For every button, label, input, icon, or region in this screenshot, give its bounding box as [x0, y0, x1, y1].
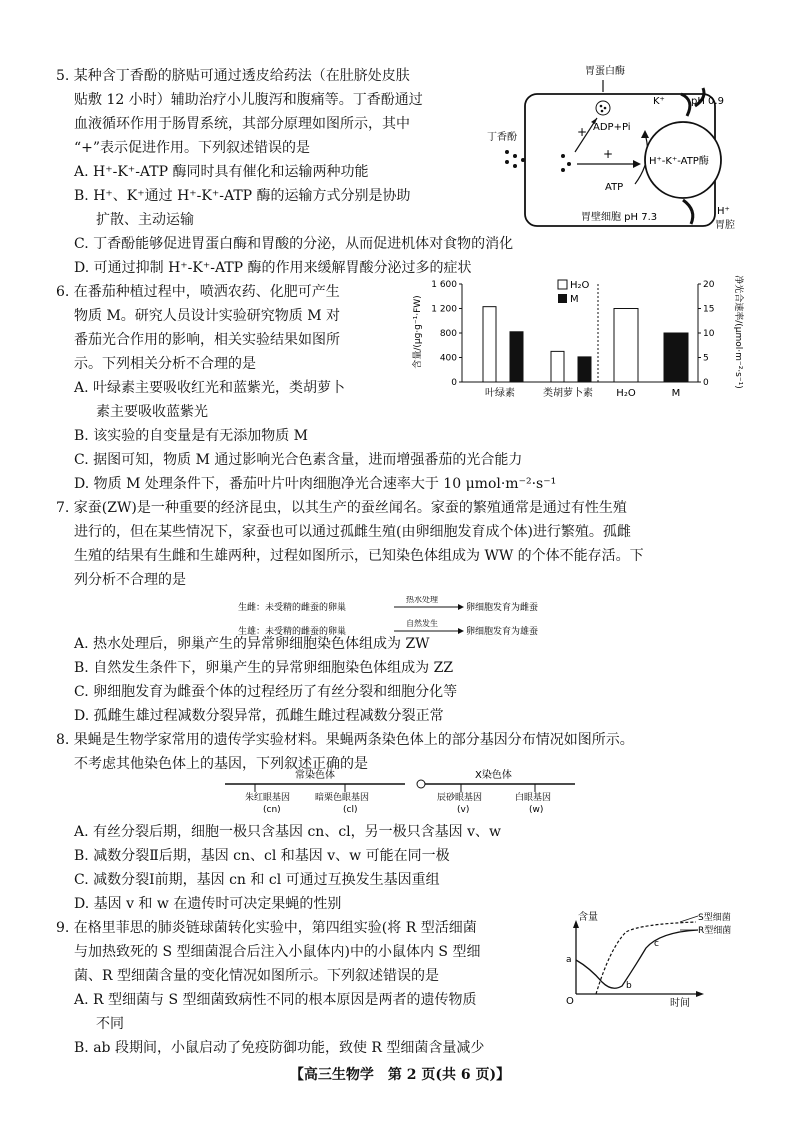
ph-outside-label: pH 0.9 [691, 96, 724, 107]
q5-line-4: “+”表示促进作用。下列叙述错误的是 [74, 140, 311, 156]
atp-label: ATP [605, 182, 624, 193]
flow-row-2-left: 生雄：未受精的雌蚕的卵巢 [238, 627, 347, 637]
page-footer: 【高三生物学 第 2 页(共 6 页)】 [289, 1067, 511, 1083]
adp-label: ADP+Pi [593, 122, 631, 133]
q6-option-d: D. 物质 M 处理条件下，番茄叶片叶肉细胞净光合速率大于 10 μmol·m⁻²·s⁻¹ [74, 476, 557, 492]
flow-row-1-left: 生雌：未受精的雌蚕的卵巢 [238, 603, 347, 613]
right-axis-label: 净光合速率/(μmol·m⁻²·s⁻¹) [733, 275, 743, 389]
q8-option-d: D. 基因 v 和 w 在遗传时可决定果蝇的性别 [74, 896, 342, 912]
flow-row-1-right: 卵细胞发育为雌蚕 [466, 603, 539, 613]
q5-line-1: 5. 某种含丁香酚的脐贴可通过透皮给药法（在肚脐处皮肤 [56, 68, 410, 84]
right-tick-label: 20 [703, 280, 715, 290]
flow-row-2-arrow: 自然发生 [406, 619, 438, 628]
flow-row-1-arrow: 热水处理 [406, 596, 438, 604]
k-label: K⁺ [653, 96, 665, 107]
q8-line-2: 不考虑其他染色体上的基因，下列叙述正确的是 [74, 756, 368, 772]
gene-cl: 暗栗色眼基因 [315, 793, 370, 803]
rate-bar-m [664, 333, 688, 382]
q6-line-3: 番茄光合作用的影响，相关实验结果如图所 [74, 332, 340, 348]
left-tick-label: 400 [439, 353, 457, 364]
q6-option-a: A. 叶绿素主要吸收红光和蓝紫光，类胡萝卜 [74, 380, 346, 396]
legend-swatch-m [558, 294, 567, 303]
left-tick-label: 0 [451, 378, 457, 388]
q6-option-c: C. 据图可知，物质 M 通过影响光合色素含量，进而增强番茄的光合能力 [74, 452, 523, 468]
rate-category-label: M [671, 388, 681, 399]
pump-label: H⁺-K⁺-ATP酶 [649, 156, 709, 167]
r-bacteria-label: R型细菌 [698, 926, 732, 936]
bar-h2o [551, 351, 564, 382]
r-bacteria-curve [576, 930, 698, 988]
bar-h2o [483, 307, 496, 382]
q9-line-2: 与加热致死的 S 型细菌混合后注入小鼠体内)中的小鼠体内 S 型细 [74, 944, 481, 960]
q8-option-a: A. 有丝分裂后期，细胞一极只含基因 cn、cl，另一极只含基因 v、w [74, 824, 501, 840]
autosome-label: 常染色体 [295, 770, 335, 781]
legend-h2o: H₂O [570, 280, 590, 291]
q5-diagram [485, 60, 750, 235]
q6-line-1: 6. 在番茄种植过程中，喷洒农药、化肥可产生 [56, 284, 340, 300]
h-label: H⁺ [717, 206, 730, 217]
q5-line-2: 贴敷 12 小时）辅助治疗小儿腹泻和腹痛等。丁香酚通过 [74, 92, 423, 108]
q9-option-a-cont: 不同 [96, 1016, 124, 1032]
q6-option-a-cont: 素主要吸收蓝紫光 [96, 404, 208, 420]
left-tick-label: 800 [439, 329, 457, 339]
pepsin-label: 胃蛋白酶 [585, 66, 625, 77]
plus-1: + [577, 125, 588, 139]
x-chromosome-label: X染色体 [475, 770, 512, 781]
category-label: 叶绿素 [485, 388, 515, 399]
flow-row-2-right: 卵细胞发育为雄蚕 [466, 627, 539, 637]
bar-m [510, 332, 523, 382]
eugenol-label: 丁香酚 [487, 132, 517, 143]
left-axis-label: 含量/(μg·g⁻¹·FW) [413, 295, 423, 369]
gene-cn-symbol: (cn) [263, 805, 281, 815]
q9-option-a: A. R 型细菌与 S 型细菌致病性不同的根本原因是两者的遗传物质 [74, 992, 477, 1008]
q6-line-4: 示。下列相关分析不合理的是 [74, 356, 256, 372]
point-a: a [566, 955, 572, 965]
q7-line-4: 列分析不合理的是 [74, 572, 186, 588]
q7-option-d: D. 孤雌生雄过程减数分裂异常，孤雌生雌过程减数分裂正常 [74, 708, 444, 724]
q7-option-b: B. 自然发生条件下，卵巢产生的异常卵细胞染色体组成为 ZZ [74, 660, 454, 676]
rate-bar-h2o [614, 309, 638, 383]
q5-option-b-cont: 扩散、主动运输 [96, 212, 194, 228]
right-tick-label: 15 [703, 304, 715, 315]
q8-chromosome-diagram [225, 768, 585, 818]
cavity-label: 胃腔 [715, 220, 735, 231]
q5-option-b: B. H⁺、K⁺通过 H⁺-K⁺-ATP 酶的运输方式分别是协助 [74, 188, 411, 204]
pepsin-vesicle-icon [596, 101, 610, 115]
right-tick-label: 0 [703, 378, 709, 388]
q5-option-a: A. H⁺-K⁺-ATP 酶同时具有催化和运输两种功能 [74, 164, 369, 180]
plus-2: + [603, 147, 614, 161]
q5-option-c: C. 丁香酚能够促进胃蛋白酶和胃酸的分泌，从而促进机体对食物的消化 [74, 236, 514, 252]
s-bacteria-label: S型细菌 [698, 913, 731, 923]
gene-cn: 朱红眼基因 [245, 793, 291, 803]
q5-option-d: D. 可通过抑制 H⁺-K⁺-ATP 酶的作用来缓解胃酸分泌过多的症状 [74, 260, 472, 276]
left-tick-label: 1 200 [431, 304, 457, 315]
right-tick-label: 5 [703, 353, 709, 364]
q7-line-3: 生殖的结果有生雌和生雄两种，过程如图所示，已知染色体组成为 WW 的个体不能存活。下 [74, 548, 644, 564]
q8-option-b: B. 减数分裂Ⅱ后期，基因 cn、cl 和基因 v、w 可能在同一极 [74, 848, 450, 864]
rate-category-label: H₂O [616, 388, 636, 399]
q9-option-b: B. ab 段期间，小鼠启动了免疫防御功能，致使 R 型细菌含量减少 [74, 1040, 485, 1056]
gene-w-symbol: (w) [529, 805, 544, 815]
bar-m [578, 357, 591, 382]
q7-line-1: 7. 家蚕(ZW)是一种重要的经济昆虫，以其生产的蚕丝闻名。家蚕的繁殖通常是通过有性生殖 [56, 500, 627, 516]
q6-line-2: 物质 M。研究人员设计实验研究物质 M 对 [74, 308, 341, 324]
gene-v-symbol: (v) [457, 805, 470, 815]
s-bacteria-curve [596, 922, 696, 994]
gene-v: 辰砂眼基因 [437, 793, 483, 803]
eugenol-molecules-icon [505, 150, 571, 172]
graph-ylabel: 含量 [578, 912, 598, 923]
gene-cl-symbol: (cl) [343, 805, 358, 815]
q7-option-c: C. 卵细胞发育为雌蚕个体的过程经历了有丝分裂和细胞分化等 [74, 684, 458, 700]
q5-line-3: 血液循环作用于肠胃系统，其部分原理如图所示，其中 [74, 116, 410, 132]
left-tick-label: 1 600 [431, 280, 457, 290]
q9-line-1: 9. 在格里菲思的肺炎链球菌转化实验中，第四组实验(将 R 型活细菌 [56, 920, 477, 936]
point-b: b [626, 981, 632, 991]
q8-line-1: 8. 果蝇是生物学家常用的遗传学实验材料。果蝇两条染色体上的部分基因分布情况如图所示。 [56, 732, 634, 748]
category-label: 类胡萝卜素 [543, 388, 593, 399]
q8-option-c: C. 减数分裂Ⅰ前期，基因 cn 和 cl 可通过互换发生基因重组 [74, 872, 440, 888]
graph-origin: O [566, 996, 574, 1007]
point-c: c [654, 939, 659, 949]
q6-option-b: B. 该实验的自变量是有无添加物质 M [74, 428, 308, 444]
q7-option-a: A. 热水处理后，卵巢产生的异常卵细胞染色体组成为 ZW [74, 636, 430, 652]
legend-swatch-h2o [558, 280, 567, 289]
q9-line-3: 菌、R 型细菌含量的变化情况如图所示。下列叙述错误的是 [74, 968, 439, 984]
q6-bar-chart [410, 272, 745, 407]
legend-m: M [570, 294, 579, 305]
q7-line-2: 进行的，但在某些情况下，家蚕也可以通过孤雌生殖(由卵细胞发育成个体)进行繁殖。孤雌 [74, 524, 631, 540]
q9-growth-graph [560, 908, 760, 1008]
gene-w: 白眼基因 [515, 793, 552, 803]
graph-xlabel: 时间 [670, 998, 690, 1008]
cell-label: 胃壁细胞 pH 7.3 [581, 212, 658, 223]
right-tick-label: 10 [703, 329, 715, 339]
